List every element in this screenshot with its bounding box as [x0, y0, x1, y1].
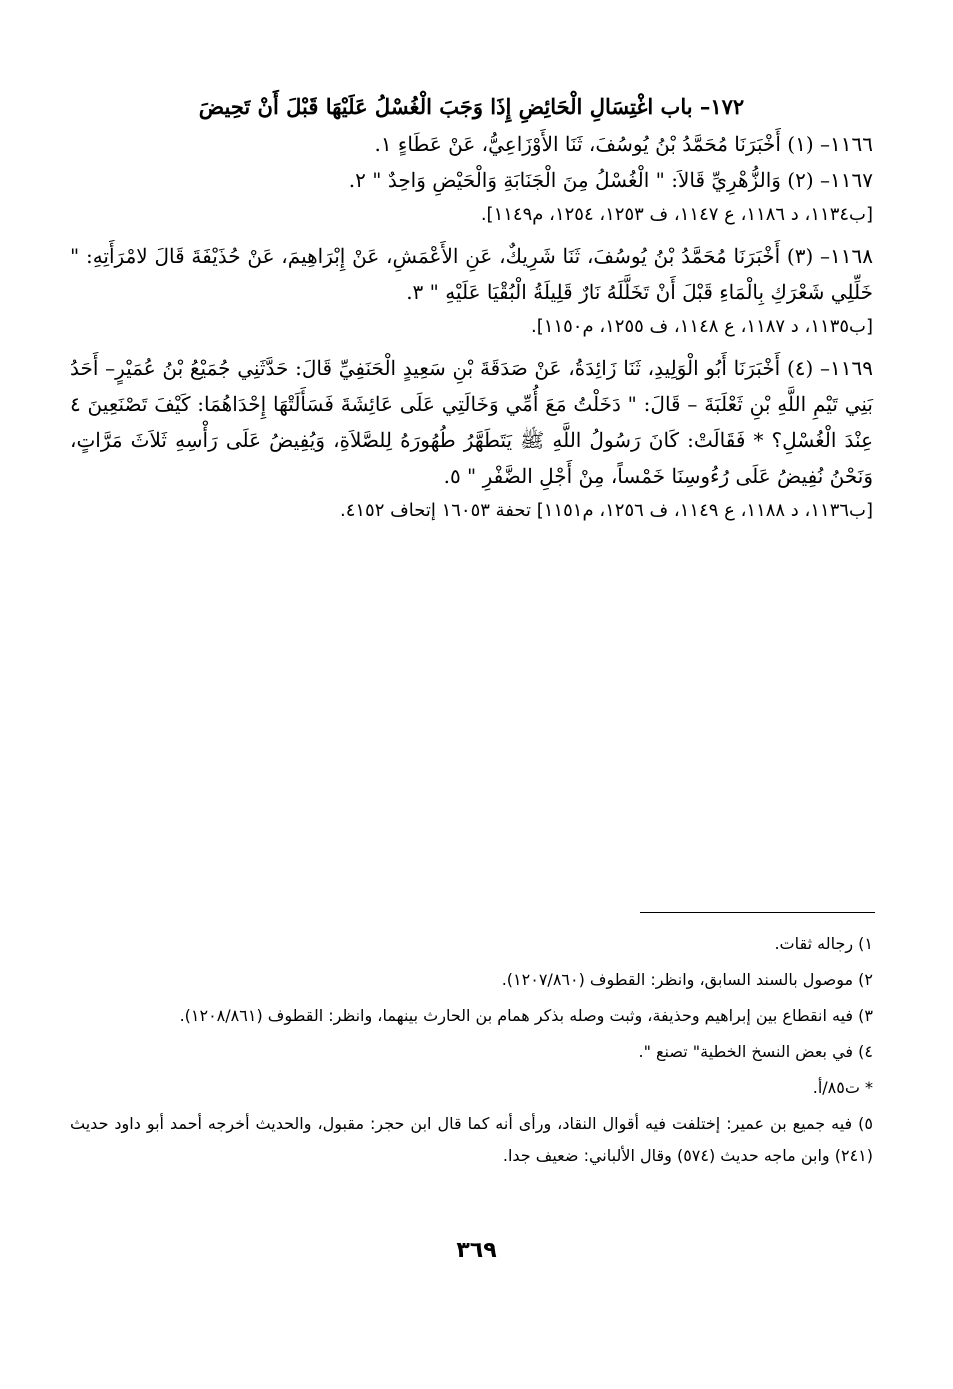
footnote-1: ١) رجاله ثقات.	[774, 934, 873, 953]
footnote-4: ٤) في بعض النسخ الخطية" تصنع ".	[638, 1042, 873, 1061]
footnote-3: ٣) فيه انقطاع بين إبراهيم وحذيفة، وثبت وصله بذكر همام بن الحارث بينهما، وانظر: القطوف (١٢٠٨/٨٦١).	[179, 1006, 873, 1025]
footnotes	[70, 928, 873, 1176]
hadith-1167: ١١٦٧– (٢) وَالزُّهْرِيِّ قَالاَ: " الْغُسْلُ مِنَ الْجَنَابَةِ وَالْحَيْضِ وَاحِدٌ " ٢.	[348, 168, 873, 192]
hadith-1168: ١١٦٨– (٣) أَخْبَرَنَا مُحَمَّدُ بْنُ يُوسُفَ، ثَنَا شَرِيكٌ، عَنِ الأَعْمَشِ، عَنْ إِبْرَاهِيمَ، عَنْ حُذَيْفَةَ قَالَ لامْرَأَتِهِ: " خَلِّلِي شَعْرَكِ بِالْمَاءِ قَبْلَ أَنْ تَخَلَّلَهُ نَارٌ قَلِيلَةُ الْبُقْيَا عَلَيْهِ " ٣.	[70, 244, 873, 304]
footnote-2: ٢) موصول بالسند السابق، وانظر: القطوف (١٢٠٧/٨٦٠).	[501, 970, 873, 989]
chapter-title: ١٧٢– باب اغْتِسَالِ الْحَائِضِ إِذَا وَجَبَ الْغُسْلُ عَلَيْهَا قَبْلَ أَنْ تَحِيضَ	[198, 94, 745, 119]
hadith-1169: ١١٦٩– (٤) أَخْبَرَنَا أَبُو الْوَلِيدِ، ثَنَا زَائِدَةُ، عَنْ صَدَقَةَ بْنِ سَعِيدٍ الْحَنَفِيِّ قَالَ: حَدَّثَنِي جُمَيْعُ بْنُ عُمَيْرٍ– أَحَدُ بَنِي تَيْمِ اللَّهِ بْنِ ثَعْلَبَةَ – قَالَ: " دَخَلْتُ مَعَ أُمِّي وَخَالَتِي عَلَى عَائِشَةَ فَسَأَلَتْهَا إِحْدَاهُمَا: كَيْفَ تَصْنَعِينَ ٤ عِنْدَ الْغُسْلِ؟ * فَقَالَتْ: كَانَ رَسُولُ اللَّهِ ﷺ يَتَطَهَّرُ طُهُورَهُ لِلصَّلاَةِ، وَيُفِيضُ عَلَى رَأْسِهِ ثَلاَثَ مَرَّاتٍ، وَنَحْنُ نُفِيضُ عَلَى رُءُوسِنَا خَمْساً، مِنْ أَجْلِ الضَّفْرِ " ٥.	[70, 356, 873, 488]
page-number: ٣٦٩	[456, 1238, 497, 1263]
footnote-divider	[640, 912, 875, 913]
footnote-star: * ت٨٥/أ.	[812, 1078, 873, 1097]
footnote-5: ٥) فيه جميع بن عمير: إختلفت فيه أقوال النقاد، ورأى أنه كما قال ابن حجر: مقبول، والحديث أخرجه أحمد أبو داود حديث (٢٤١) وابن ماجه حديث (٥٧٤) وقال الألباني: ضعيف جدا.	[70, 1114, 873, 1165]
hadith-1167-ref: [ب١١٣٤، د ١١٨٦، ع ١١٤٧، ف ١٢٥٣، ١٢٥٤، م١١٤٩].	[480, 204, 873, 225]
hadith-1168-ref: [ب١١٣٥، د ١١٨٧، ع ١١٤٨، ف ١٢٥٥، م١١٥٠].	[531, 316, 873, 337]
hadith-1166: ١١٦٦– (١) أَخْبَرَنَا مُحَمَّدُ بْنُ يُوسُفَ، ثَنَا الأَوْزَاعِيُّ، عَنْ عَطَاءٍ ١.	[374, 132, 873, 156]
main-text	[70, 92, 873, 534]
hadith-1169-ref: [ب١١٣٦، د ١١٨٨، ع ١١٤٩، ف ١٢٥٦، م١١٥١] تحفة ١٦٠٥٣ إتحاف ٤١٥٢.	[339, 500, 873, 521]
